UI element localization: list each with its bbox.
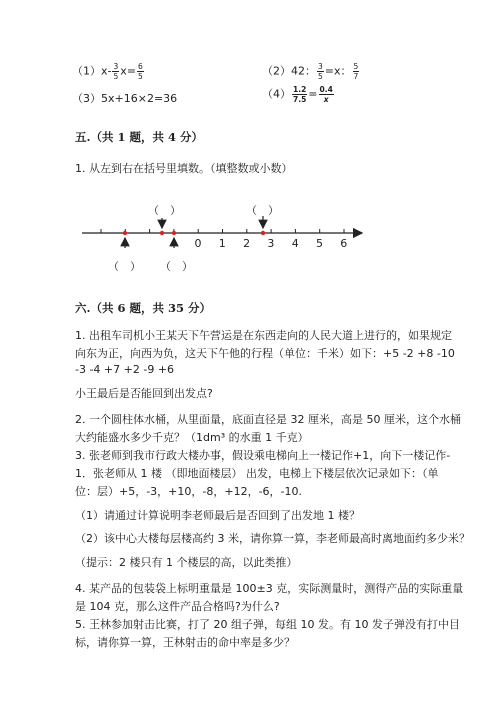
tick-label: 2 [243,237,251,250]
tick-label: 4 [291,237,299,250]
equation-3 [72,90,177,106]
problem-3-line-1: 3. 张老师到我市行政大楼办事，假设乘电梯向上一楼记作+1，向下一楼记作- [75,449,451,462]
tick-label: 5 [316,237,323,250]
problem-1-question: 小王最后是否能回到出发点? [75,387,213,400]
tick-label: 6 [340,237,348,250]
problem-3-subquestion-2: （2）该中心大楼每层楼高约 3 米，请你算一算，李老师最高时离地面约多少米？ [75,532,470,545]
equation-text: 42： [291,64,316,78]
equation-text: x= [120,64,136,78]
bracket-top-2[interactable]: （ ） [246,204,279,217]
equation-number: （3） [72,92,101,105]
bracket-bottom-1[interactable]: （ ） [108,260,141,273]
problem-2-line-2: 大约能盛水多少千克？（1dm³ 的水重 1 千克） [75,431,309,444]
point-c [172,231,176,235]
problem-2-line-1: 2. 一个圆柱体水桶，从里面量，底面直径是 32 厘米，高是 50 厘米，这个水桶 [75,413,461,426]
section-5-title: 五.（共 1 题，共 4 分） [75,130,204,144]
equation-text: x- [101,64,112,78]
problem-3-line-2: 1．张老师从 1 楼 （即地面楼层） 出发，电梯上下楼层依次记录如下：（单 [75,467,439,480]
point-d [261,231,265,235]
tick-label: 0 [194,237,202,250]
problem-1-line-1: 1. 出租车司机小王某天下午营运是在东西走向的人民大道上进行的，如果规定 [75,329,452,342]
section-6-title: 六.（共 6 题，共 35 分） [75,301,212,315]
equation-text: 5x+16×2=36 [101,92,178,105]
problem-3-line-3: 位：层）+5，-3，+10，-8，+12，-6，-10. [75,485,303,498]
equation-2 [262,62,360,81]
bracket-top-1[interactable]: （ ） [148,204,181,217]
point-a [123,231,127,235]
equation-1 [72,62,145,81]
tick-label: 1 [218,237,226,250]
equation-number: （4） [262,87,291,101]
problem-5-line-2: 标，请你算一算，王林射击的命中率是多少？ [75,636,295,649]
fraction: $\frac{5}{7}$ [353,62,359,81]
bracket-bottom-2[interactable]: （ ） [160,260,193,273]
tick-labels [195,237,348,250]
problem-3-subquestion-1: （1）请通过计算说明李老师最后是否回到了出发地 1 楼？ [75,509,360,522]
point-b [160,231,164,235]
fraction: $\frac{1.2}{7.5}$ [293,85,307,104]
equation-4 [262,85,335,104]
tick-label: 3 [267,237,275,250]
problem-3-hint: （提示：2 楼只有 1 个楼层的高，以此类推） [75,556,298,569]
equation-text: =x： [324,64,352,78]
fraction: $\frac{3}{5}$ [113,62,119,81]
fraction: $\frac{3}{5}$ [318,62,323,81]
problem-1-line-3: -3 -4 +7 +2 -9 +6 [75,363,175,376]
equation-number: （2） [262,64,291,78]
problem-4-line-1: 4. 某产品的包装袋上标明重量是 100±3 克，实际测量时，测得产品的实际重量 [75,582,464,595]
problem-5-line-1: 5. 王林参加射击比赛，打了 20 组子弹，每组 10 发。有 10 发子弹没有打中目 [75,618,460,631]
problem-4-line-2: 是 104 克，那么这件产品合格吗?为什么? [75,600,280,613]
problem-1-line-2: 向东为正，向西为负，这天下午他的行程（单位：千米）如下：+5 -2 +8 -10 [75,347,455,360]
question-5-1: 1. 从左到右在括号里填数。（填整数或小数） [75,162,293,175]
fraction: $\frac{0.4}{x}$ [319,85,333,104]
fraction: $\frac{6}{5}$ [138,62,143,81]
equation-text: = [308,87,318,101]
equation-number: （1） [72,64,101,78]
